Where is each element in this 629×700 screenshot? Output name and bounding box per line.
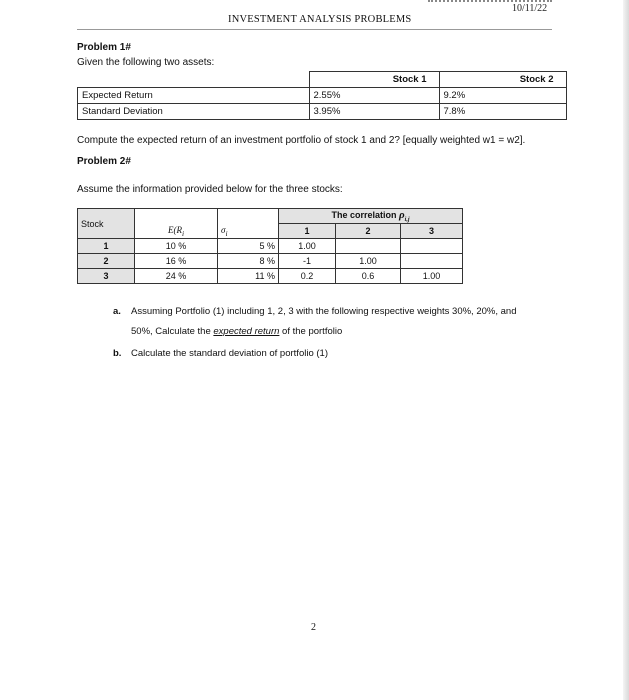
- header-title: INVESTMENT ANALYSIS PROBLEMS: [228, 14, 412, 25]
- problem2-intro: Assume the information provided below for the three stocks:: [77, 184, 343, 195]
- sigma-value: 5 %: [218, 239, 279, 254]
- question-list: [113, 302, 516, 364]
- item-b-text: Calculate the standard deviation of portfolio (1): [131, 348, 328, 359]
- er-value: 10 %: [135, 239, 218, 254]
- rho-sub: i,j: [404, 216, 410, 223]
- sigma-value: 8 %: [218, 254, 279, 269]
- corr-col-1: 1: [279, 224, 336, 239]
- cell-value: 9.2%: [439, 88, 566, 104]
- cell-value: 7.8%: [439, 104, 566, 120]
- corr-value: -1: [279, 254, 336, 269]
- corr-value: 1.00: [401, 269, 463, 284]
- corr-col-3: 3: [401, 224, 463, 239]
- stock-header: Stock: [78, 209, 135, 239]
- table-row: [78, 239, 463, 254]
- corr-value: [401, 239, 463, 254]
- page-edge: [623, 0, 629, 700]
- problem1-heading: Problem 1#: [77, 42, 131, 53]
- col-header-stock1: Stock 1: [309, 72, 439, 88]
- corr-value: [401, 254, 463, 269]
- table-row: [78, 209, 463, 224]
- item-label: a.: [113, 306, 121, 317]
- header-rule: [77, 29, 552, 30]
- item-a-line1: Assuming Portfolio (1) including 1, 2, 3 with the following respective weights 30%, 20%, and: [131, 306, 517, 317]
- list-item: [113, 302, 516, 322]
- table-row: [78, 72, 567, 88]
- cell-value: 2.55%: [309, 88, 439, 104]
- row-label: Standard Deviation: [78, 104, 310, 120]
- stock-id: 1: [78, 239, 135, 254]
- problem1-intro: Given the following two assets:: [77, 57, 215, 68]
- cell-value: 3.95%: [309, 104, 439, 120]
- er-value: 16 %: [135, 254, 218, 269]
- list-item-continuation: [113, 322, 516, 342]
- assets-table: [77, 71, 567, 120]
- table-row: [78, 254, 463, 269]
- problem2-heading: Problem 2#: [77, 156, 131, 167]
- item-label: b.: [113, 348, 122, 359]
- problem1-question: Compute the expected return of an investment portfolio of stock 1 and 2? [equally weighted w1 = w2].: [77, 135, 526, 146]
- er-header-text: E(R: [167, 225, 182, 236]
- corr-value: [336, 239, 401, 254]
- stock-id: 3: [78, 269, 135, 284]
- sigma-symbol: σ: [221, 225, 226, 236]
- correlation-header: [279, 209, 463, 224]
- header-date: 10/11/22: [512, 3, 548, 14]
- correlation-label: The correlation: [331, 210, 397, 221]
- corr-col-2: 2: [336, 224, 401, 239]
- stock-id: 2: [78, 254, 135, 269]
- list-item: [113, 344, 516, 364]
- er-value: 24 %: [135, 269, 218, 284]
- er-header: [135, 209, 218, 239]
- table-row: [78, 88, 567, 104]
- er-header-sub: i: [181, 229, 185, 238]
- table-row: [78, 104, 567, 120]
- stocks-table: [77, 208, 463, 284]
- corr-value: 0.6: [336, 269, 401, 284]
- row-label: Expected Return: [78, 88, 310, 104]
- corr-value: 0.2: [279, 269, 336, 284]
- table-row: [78, 269, 463, 284]
- sigma-header: [218, 209, 279, 239]
- item-a-line2-pre: 50%, Calculate the: [131, 326, 214, 337]
- item-a-emphasis: expected return: [213, 326, 280, 337]
- corr-value: 1.00: [279, 239, 336, 254]
- sigma-sub: i: [225, 229, 228, 238]
- item-a-line2-post: of the portfolio: [279, 326, 343, 337]
- col-header-stock2: Stock 2: [439, 72, 566, 88]
- corr-value: 1.00: [336, 254, 401, 269]
- sigma-value: 11 %: [218, 269, 279, 284]
- empty-corner: [78, 72, 310, 88]
- page-number: 2: [311, 622, 316, 633]
- rho-symbol: ρ: [399, 209, 405, 222]
